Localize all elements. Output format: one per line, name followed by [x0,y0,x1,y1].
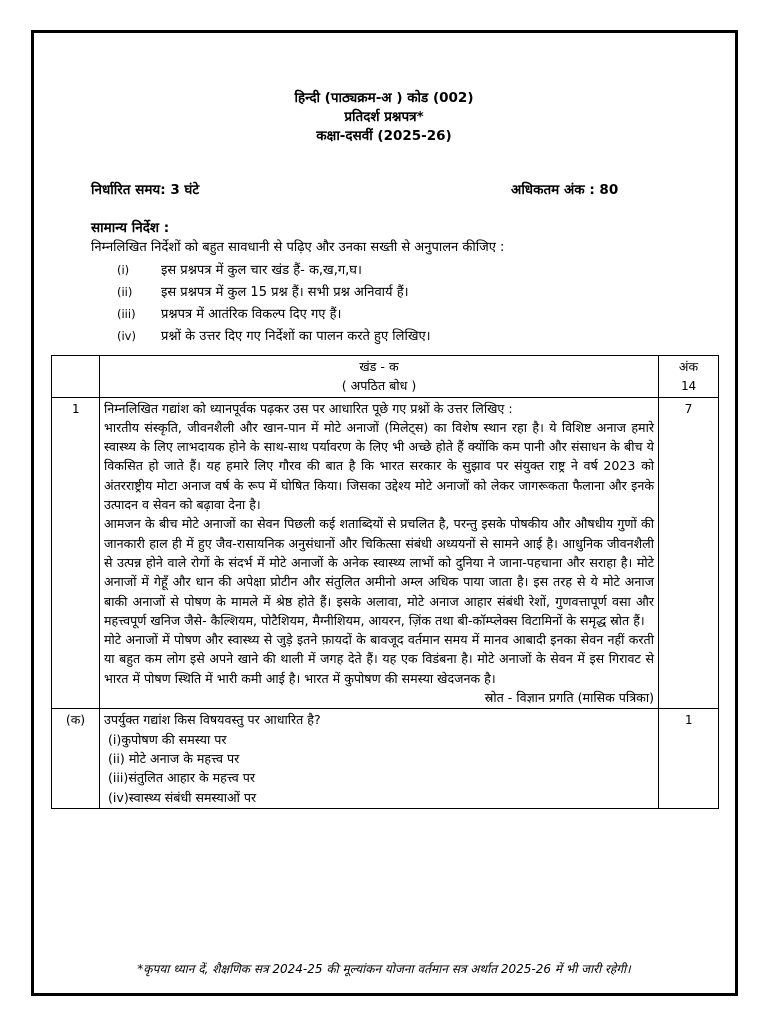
instruction-item [117,303,431,325]
instruction-text: इस प्रश्नपत्र में कुल 15 प्रश्न हैं। सभी प्रश्न अनिवार्य हैं। [161,285,409,300]
passage-paragraph: आमजन के बीच मोटे अनाजों का सेवन पिछली कई शताब्दियों से प्रचलित है, परन्तु इसके पोषकीय और औषधीय गुणों की जानकारी हाल ही में हुए जैव-रासायनिक अनुसंधानों और चिकित्सा संबंधी अध्ययनों से सामने आई है। आधुनिक जीवनशैली से उत्पन्न होने वाले रोगों के संदर्भ में मोटे अनाजों के अनेक स्वास्थ्य लाभों को दुनिया ने जाना-पहचाना और सराहा है। मोटे अनाजों में गेहूँ और धान की अपेक्षा प्रोटीन और संतुलित अमीनो अम्ल अधिक पाया जाता है। इस तरह से ये मोटे अनाज बाकी अनाजों से पोषण के मामले में श्रेष्ठ होते हैं। इसके अलावा, मोटे अनाज आहार संबंधी रेशों, गुणवत्तापूर्ण वसा और महत्त्वपूर्ण खनिज जैसे- कैल्शियम, पोटैशियम, मैग्नीशियम, आयरन, ज़िंक तथा बी-कॉम्प्लेक्स विटामिनों के समृद्ध स्रोत हैं। [104,516,654,628]
time-allowed: निर्धारित समय: 3 घंटे [91,182,200,198]
footnote: *कृपया ध्यान दें, शैक्षणिक सत्र 2024-25 की मूल्यांकन योजना वर्तमान सत्र अर्थात 2025-26 में भी जारी रहेगी। [137,962,631,976]
section-subtitle: ( अपठित बोध ) [341,378,417,394]
passage-cell [100,397,659,709]
subquestion-prompt: उपर्युक्त गद्यांश किस विषयवस्तु पर आधारित है? [104,712,321,728]
passage-paragraph: भारतीय संस्कृति, जीवनशैली और खान-पान में मोटे अनाजों (मिलेट्स) का विशेष स्थान रहा है। ये विशिष्ट अनाज हमारे स्वास्थ्य के लिए लाभदायक होने के साथ-साथ पर्यावरण के लिए भी अच्छे होते हैं क्योंकि कम पानी और संसाधन के बीच ये विकसित हो जाते हैं। यह हमारे लिए गौरव की बात है कि भारत सरकार के सुझाव पर संयुक्त राष्ट्र ने वर्ष 2023 को अंतरराष्ट्रीय मोटा अनाज वर्ष के रूप में घोषित किया। जिसका उद्देश्य मोटे अनाजों को लेकर जागरूकता फैलाना और इनके उत्पादन व सेवन को बढ़ावा देना है। [104,419,655,513]
paper-subtitle: प्रतिदर्श प्रश्नपत्र* [344,109,424,125]
subquestion-cell [100,709,659,808]
option-item: (ii) मोटे अनाज के महत्त्व पर [108,750,240,766]
question-marks: 7 [659,397,719,709]
instructions-title: सामान्य निर्देश : [91,220,170,236]
section-header-row [52,356,719,398]
section-qno-cell [52,356,100,398]
passage-paragraph: मोटे अनाजों में पोषण और स्वास्थ्य से जुड़े इतने फ़ायदों के बावजूद वर्तमान समय में मानव आबादी इनका सेवन नहीं करती या बहुत कम लोग इसे अपने खाने की थाली में जगह देते हैं। यह एक विडंबना है। मोटे अनाजों के सेवन में इस गिरावट से भारत में पोषण स्थिति में भारी कमी आई है। भारत में कुपोषण की समस्या खेदजनक है। [104,632,654,686]
subquestion-row [52,709,719,808]
option-item: (i)कुपोषण की समस्या पर [108,731,227,747]
paper-title: हिन्दी (पाठ्यक्रम-अ ) कोड (002) [294,90,474,106]
question-row [52,397,719,709]
instructions-intro: निम्नलिखित निर्देशों को बहुत सावधानी से पढ़िए और उनका सख्ती से अनुपालन कीजिए : [91,240,505,255]
section-title-cell [100,356,659,398]
subquestion-marks: 1 [659,709,719,808]
instruction-item [117,259,431,281]
instruction-number: (ii) [117,285,133,299]
section-marks-cell [659,356,719,398]
max-marks: अधिकतम अंक : 80 [511,182,619,198]
instruction-item [117,281,431,303]
instructions-list [117,259,431,347]
instruction-text: प्रश्नपत्र में आतंरिक विकल्प दिए गए हैं। [161,307,342,322]
option-item: (iii)संतुलित आहार के महत्त्व पर [108,770,256,786]
marks-label: अंक [678,359,699,374]
instruction-number: (i) [117,263,130,277]
question-table [51,355,719,809]
question-number: 1 [52,397,100,709]
question-prompt: निम्नलिखित गद्यांश को ध्यानपूर्वक पढ़कर उस पर आधारित पूछे गए प्रश्नों के उत्तर लिखिए : [104,400,513,416]
instruction-number: (iii) [117,307,136,321]
section-marks: 14 [680,378,697,394]
subquestion-number: (क) [52,709,100,808]
section-title: खंड - क [359,359,399,374]
instruction-text: प्रश्नों के उत्तर दिए गए निर्देशों का पालन करते हुए लिखिए। [161,329,431,344]
passage-source: स्रोत - विज्ञान प्रगति (मासिक पत्रिका) [484,690,654,706]
instruction-number: (iv) [117,329,136,343]
instruction-item [117,325,431,347]
option-item: (iv)स्वास्थ्य संबंधी समस्याओं पर [108,789,257,805]
class-label: कक्षा-दसवीं (2025-26) [316,128,452,144]
instruction-text: इस प्रश्नपत्र में कुल चार खंड हैं- क,ख,ग,घ। [161,263,362,278]
